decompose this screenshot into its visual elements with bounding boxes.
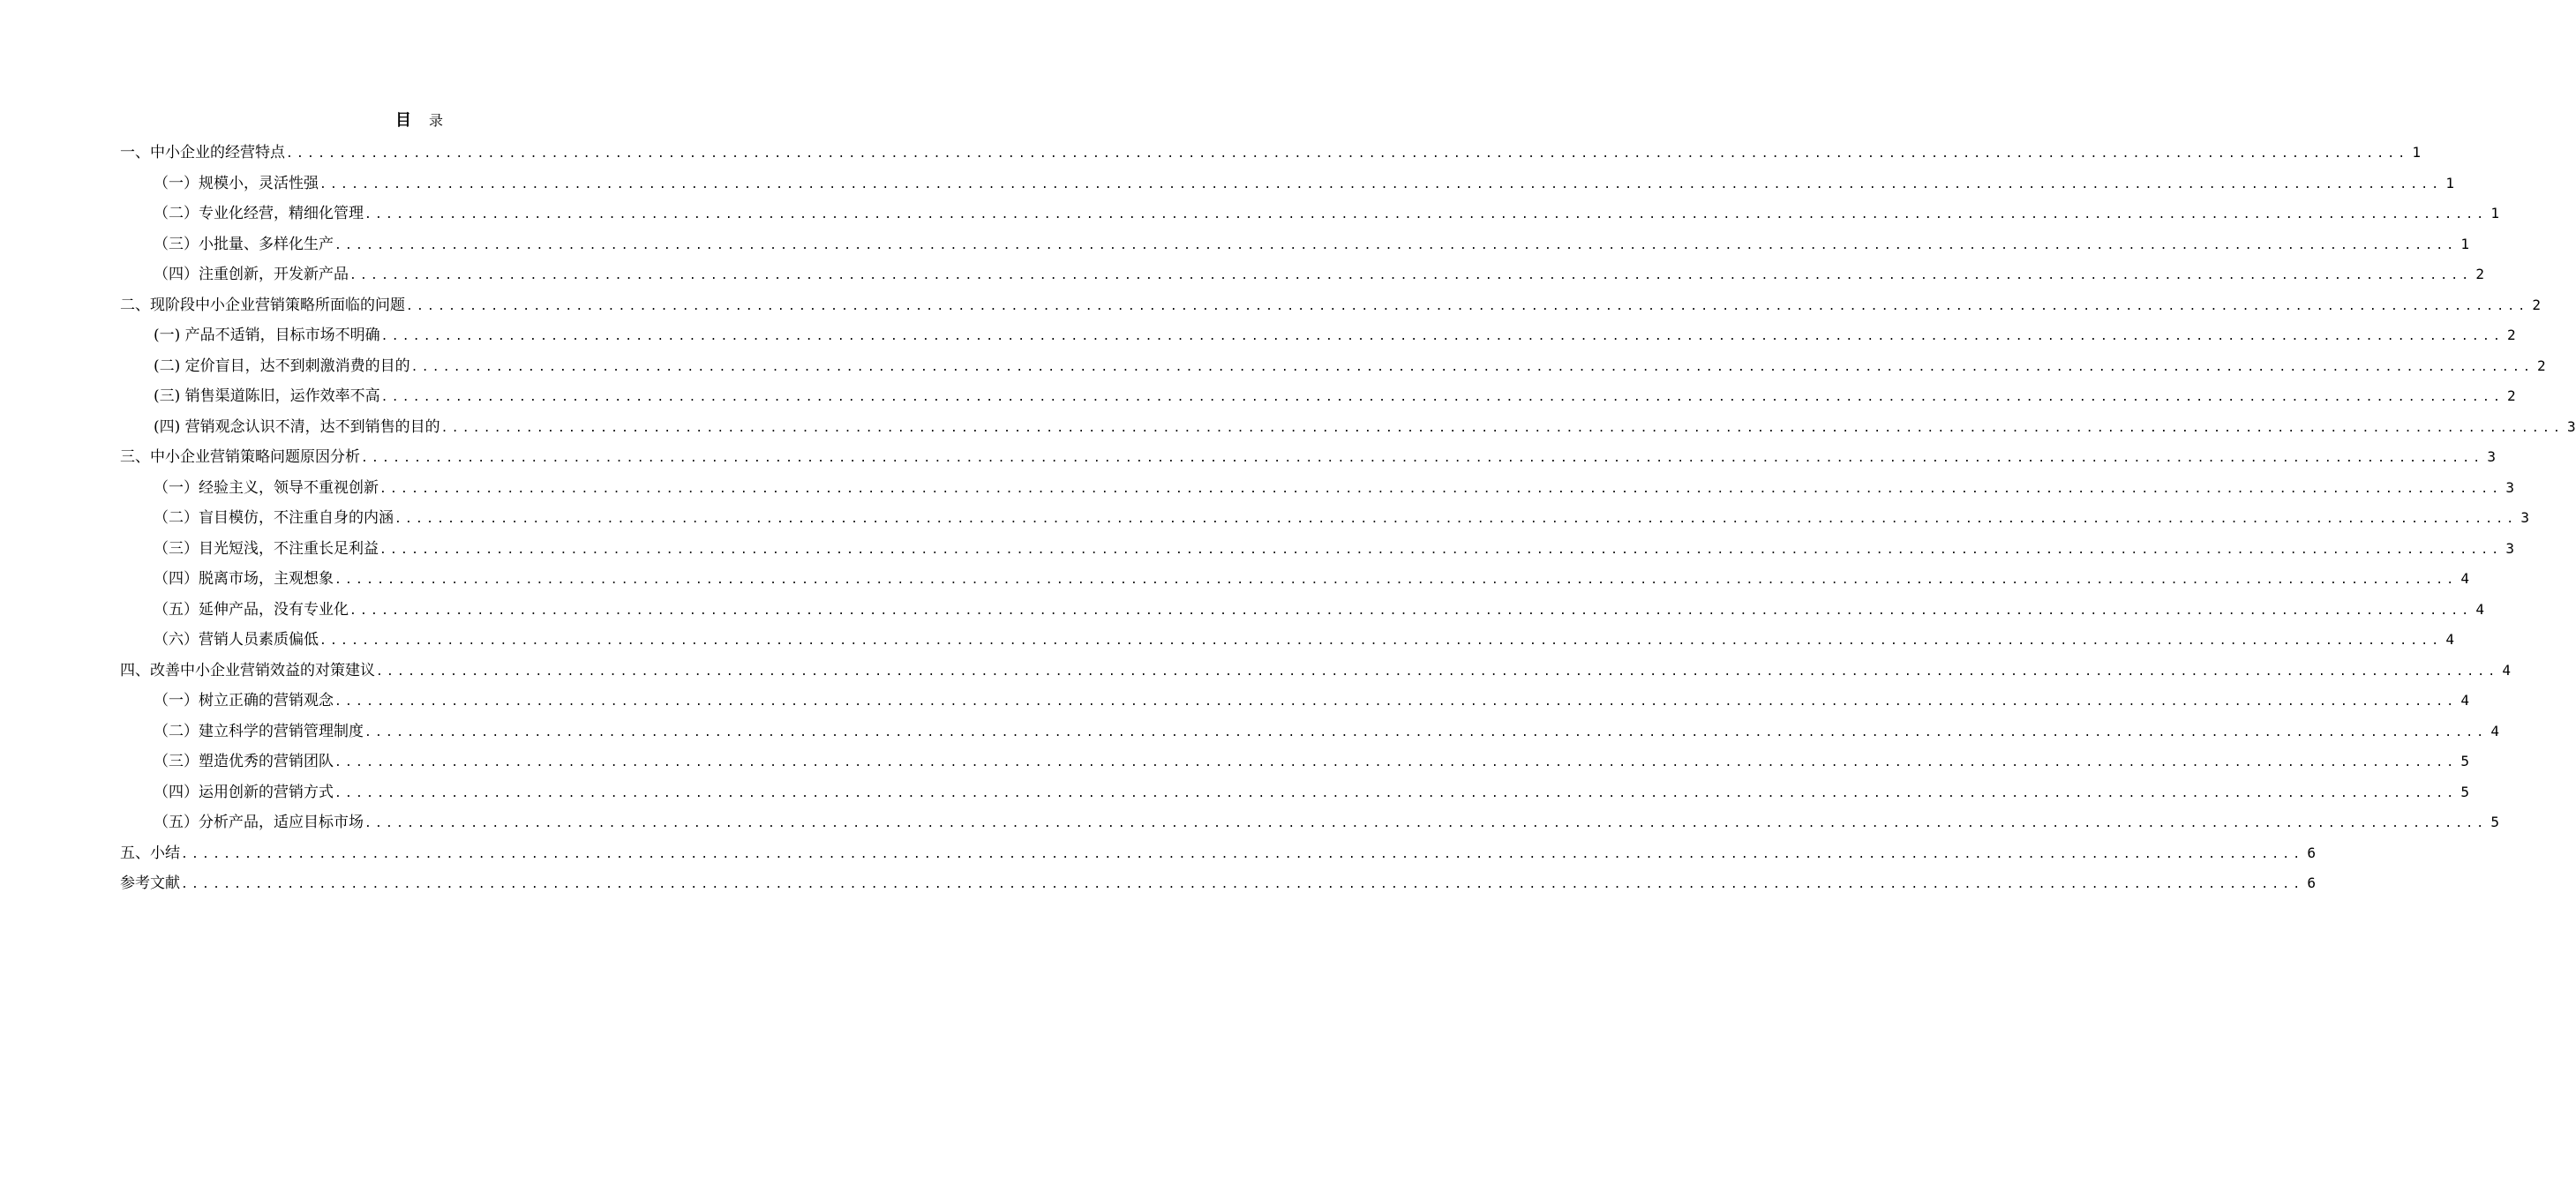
toc-entry[interactable] (120, 566, 2469, 597)
toc-dot-leader: ........................................................................................................................................................................................................ (379, 543, 2503, 557)
toc-entry-label: （二）专业化经营，精细化管理 (154, 205, 364, 222)
toc-entry-page-number: 3 (2505, 478, 2514, 496)
toc-entry[interactable] (120, 475, 2514, 506)
toc-entry-label: 一、中小企业的经营特点 (120, 144, 285, 161)
toc-entry-page-number: 5 (2490, 814, 2499, 830)
toc-entry[interactable] (120, 383, 2516, 414)
toc-entry-page-number: 4 (2490, 722, 2499, 739)
toc-entry-label: (一) 产品不适销，目标市场不明确 (154, 327, 380, 344)
toc-entry-label: （三）目光短浅，不注重长足利益 (154, 539, 379, 558)
toc-entry[interactable] (120, 597, 2484, 627)
toc-entry[interactable] (120, 779, 2469, 810)
toc-entry[interactable] (120, 505, 2529, 536)
toc-entry-label: （三）塑造优秀的营销团队 (154, 753, 334, 770)
toc-entry-label: 参考文献 (120, 874, 180, 892)
toc-entry-page-number: 2 (2507, 387, 2516, 404)
toc-entry-label: （四）运用创新的营销方式 (154, 783, 334, 801)
toc-entry[interactable] (120, 170, 2454, 201)
toc-entry[interactable] (120, 627, 2454, 657)
toc-entry-page-number: 4 (2502, 661, 2511, 679)
toc-entry-page-number: 1 (2490, 205, 2499, 221)
toc-dot-leader: ........................................................................................................................................................................................................ (440, 421, 2565, 435)
toc-title-part1: 目 (394, 111, 411, 130)
toc-entry-label: （五）分析产品，适应目标市场 (154, 814, 364, 831)
toc-entry[interactable] (120, 231, 2469, 262)
toc-entry-label: （一）经验主义，领导不重视创新 (154, 478, 379, 497)
toc-entry-label: （四）脱离市场，主观想象 (154, 570, 334, 588)
toc-list (120, 139, 2576, 901)
toc-entry-page-number: 5 (2460, 783, 2469, 800)
toc-entry[interactable] (120, 536, 2514, 567)
toc-entry[interactable] (120, 840, 2316, 871)
toc-dot-leader: ........................................................................................................................................................................................................ (286, 147, 2409, 161)
toc-entry-page-number: 6 (2307, 874, 2316, 891)
toc-entry-page-number: 1 (2445, 174, 2454, 191)
toc-entry-label: （二）建立科学的营销管理制度 (154, 722, 364, 740)
toc-entry-page-number: 2 (2507, 327, 2516, 343)
toc-entry[interactable] (120, 353, 2546, 384)
toc-dot-leader: ........................................................................................................................................................................................................ (181, 847, 2304, 861)
toc-entry[interactable] (120, 657, 2511, 688)
toc-entry-label: （五）延伸产品，没有专业化 (154, 600, 349, 619)
toc-title-part2: 录 (428, 112, 443, 129)
toc-dot-leader: ........................................................................................................................................................................................................ (406, 299, 2529, 313)
toc-dot-leader: ........................................................................................................................................................................................................ (394, 513, 2518, 526)
toc-entry[interactable] (120, 687, 2469, 718)
toc-entry-label: 五、小结 (120, 844, 180, 862)
toc-entry-label: 四、改善中小企业营销效益的对策建议 (120, 661, 375, 679)
toc-dot-leader: ........................................................................................................................................................................................................ (334, 756, 2458, 769)
toc-entry[interactable] (120, 292, 2541, 323)
toc-dot-leader: ........................................................................................................................................................................................................ (349, 269, 2473, 282)
toc-dot-leader: ........................................................................................................................................................................................................ (181, 878, 2304, 891)
toc-entry-label: 三、中小企业营销策略问题原因分析 (120, 448, 360, 466)
toc-entry-page-number: 3 (2567, 417, 2576, 435)
toc-entry[interactable] (120, 200, 2499, 231)
toc-entry-page-number: 1 (2412, 144, 2421, 161)
toc-entry-label: （一）规模小，灵活性强 (154, 174, 319, 192)
toc-entry-page-number: 4 (2460, 570, 2469, 587)
toc-entry-page-number: 3 (2520, 509, 2529, 526)
toc-dot-leader: ........................................................................................................................................................................................................ (364, 817, 2488, 830)
toc-entry[interactable] (120, 870, 2316, 901)
toc-dot-leader: ........................................................................................................................................................................................................ (376, 664, 2499, 679)
toc-entry-label: （一）树立正确的营销观念 (154, 692, 334, 709)
toc-entry[interactable] (120, 444, 2496, 475)
toc-entry-label: (二) 定价盲目，达不到刺激消费的目的 (154, 357, 410, 375)
toc-entry-page-number: 1 (2460, 235, 2469, 252)
toc-entry-page-number: 3 (2487, 448, 2496, 465)
toc-entry-label: 二、现阶段中小企业营销策略所面临的问题 (120, 296, 405, 314)
toc-entry[interactable] (120, 261, 2484, 292)
toc-entry[interactable] (120, 809, 2499, 840)
toc-dot-leader: ........................................................................................................................................................................................................ (380, 391, 2505, 404)
toc-entry[interactable] (120, 718, 2499, 749)
toc-entry-page-number: 3 (2505, 539, 2514, 557)
toc-dot-leader: ........................................................................................................................................................................................................ (334, 786, 2458, 800)
toc-entry-page-number: 2 (2475, 266, 2484, 282)
toc-dot-leader: ........................................................................................................................................................................................................ (379, 482, 2503, 496)
toc-entry[interactable] (120, 414, 2576, 445)
toc-dot-leader: ........................................................................................................................................................................................................ (364, 208, 2488, 221)
toc-title (0, 109, 838, 132)
toc-dot-leader: ........................................................................................................................................................................................................ (349, 604, 2473, 618)
toc-entry[interactable] (120, 139, 2421, 170)
toc-dot-leader: ........................................................................................................................................................................................................ (319, 634, 2443, 648)
toc-dot-leader: ........................................................................................................................................................................................................ (410, 360, 2535, 374)
toc-dot-leader: ........................................................................................................................................................................................................ (334, 574, 2458, 587)
toc-entry-label: （六）营销人员素质偏低 (154, 631, 319, 649)
toc-dot-leader: ........................................................................................................................................................................................................ (334, 695, 2458, 709)
toc-entry-label: （二）盲目模仿，不注重自身的内涵 (154, 509, 394, 527)
toc-dot-leader: ........................................................................................................................................................................................................ (364, 725, 2488, 739)
toc-dot-leader: ........................................................................................................................................................................................................ (334, 238, 2458, 252)
toc-entry-label: (三) 销售渠道陈旧，运作效率不高 (154, 387, 380, 405)
toc-entry-page-number: 6 (2307, 844, 2316, 861)
toc-entry-label: （四）注重创新，开发新产品 (154, 266, 349, 283)
toc-entry-page-number: 2 (2537, 357, 2546, 374)
toc-entry[interactable] (120, 748, 2469, 779)
toc-entry-page-number: 4 (2475, 600, 2484, 618)
toc-entry-page-number: 5 (2460, 753, 2469, 769)
toc-entry-page-number: 4 (2445, 631, 2454, 648)
toc-entry-page-number: 2 (2532, 296, 2541, 313)
toc-entry[interactable] (120, 322, 2516, 353)
toc-dot-leader: ........................................................................................................................................................................................................ (319, 177, 2443, 191)
toc-entry-label: (四) 营销观念认识不清，达不到销售的目的 (154, 417, 440, 436)
toc-entry-page-number: 4 (2460, 692, 2469, 709)
toc-entry-label: （三）小批量、多样化生产 (154, 235, 334, 253)
toc-dot-leader: ........................................................................................................................................................................................................ (361, 452, 2484, 465)
toc-dot-leader: ........................................................................................................................................................................................................ (380, 330, 2505, 343)
